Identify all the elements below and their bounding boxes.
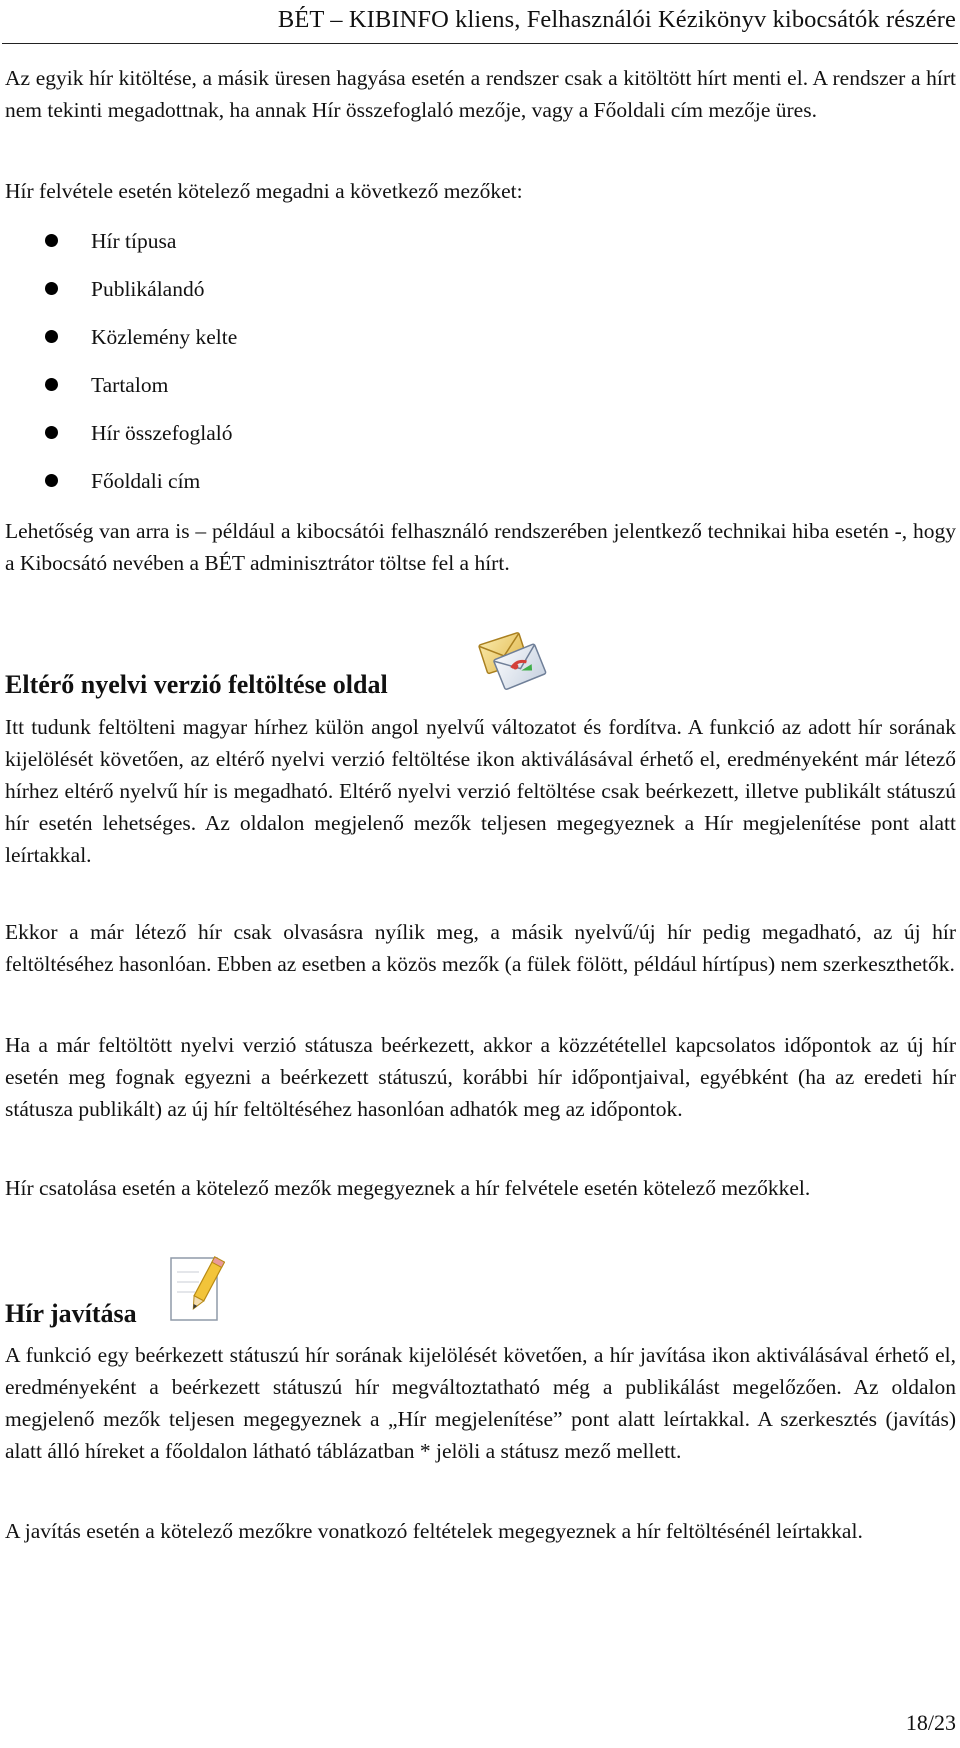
paragraph-attach-required: Hír csatolása esetén a kötelező mezők megegyeznek a hír felvétele esetén kötelező mezőkkel. bbox=[5, 1176, 811, 1200]
paragraph-readonly-note: Ekkor a már létező hír csak olvasásra nyílik meg, a másik nyelvű/új hír pedig megadható, az új hír feltöltéséhez hasonlóan. Ebben az esetben a közös mezők (a fülek fölött, például hírtípus) nem szerkeszthetők. bbox=[5, 920, 956, 976]
list-item-text: Hír típusa bbox=[91, 229, 177, 253]
paragraph-language-version-desc: Itt tudunk feltölteni magyar hírhez külön angol nyelvű változatot és fordítva. A funkció az adott hír sorának kijelölését követően, az eltérő nyelvi verzió feltöltése ikon aktiválásával érhető el, eredményeként már létező hírhez eltérő nyelvű hír is megadható. Eltérő nyelvi verzió feltöltése csak beérkezett, illetve publikált státuszú hír esetén lehetséges. Az oldalon megjelenő mezők teljesen megegyeznek a Hír megjelenítése pont alatt leírtakkal. bbox=[5, 715, 956, 867]
list-item-text: Tartalom bbox=[91, 373, 169, 397]
page-header bbox=[0, 0, 960, 48]
bullet-icon bbox=[45, 282, 58, 295]
paragraph-required-intro: Hír felvétele esetén kötelező megadni a következő mezőket: bbox=[5, 179, 523, 203]
bullet-icon bbox=[45, 426, 58, 439]
list-item-text: Főoldali cím bbox=[91, 469, 201, 493]
paragraph-status-dates: Ha a már feltöltött nyelvi verzió státusza beérkezett, akkor a közzététellel kapcsolatos időpontok az új hír esetén meg fognak egyezni a beérkezett státuszú, korábbi hír időpontjaival, egyébként (ha az eredeti hír státusza publikált) az új hír feltöltéséhez hasonlóan adhatók meg az időpontok. bbox=[5, 1033, 956, 1121]
list-item-text: Hír összefoglaló bbox=[91, 421, 233, 445]
paragraph-edit-desc: A funkció egy beérkezett státuszú hír sorának kijelölését követően, a hír javítása ikon aktiválásával érhető el, eredményeként a beérkezett státuszú hír megváltoztatható még a publikálást megelőzően. Az oldalon megjelenő mezők teljesen megegyeznek a „Hír megjelenítése” pont alatt leírtakkal. A szerkesztés (javítás) alatt álló híreket a főoldalon látható táblázatban * jelöli a státusz mező mellett. bbox=[5, 1343, 956, 1463]
paragraph-admin-note: Lehetőség van arra is – például a kibocsátói felhasználó rendszerében jelentkező technikai hiba esetén -, hogy a Kibocsátó nevében a BÉT adminisztrátor töltse fel a hírt. bbox=[5, 519, 956, 575]
bullet-icon bbox=[45, 474, 58, 487]
list-item-text: Közlemény kelte bbox=[91, 325, 238, 349]
bullet-icon bbox=[45, 378, 58, 391]
language-version-upload-icon bbox=[477, 625, 553, 697]
header-title: BÉT – KIBINFO kliens, Felhasználói Kézikönyv kibocsátók részére bbox=[277, 6, 956, 33]
bullet-icon bbox=[45, 330, 58, 343]
list-item-text: Publikálandó bbox=[91, 277, 205, 301]
header-divider bbox=[2, 43, 958, 44]
section-heading-news-edit: Hír javítása bbox=[5, 1299, 137, 1328]
edit-pencil-icon bbox=[169, 1254, 225, 1324]
section-heading-language-version: Eltérő nyelvi verzió feltöltése oldal bbox=[5, 670, 388, 699]
paragraph-intro: Az egyik hír kitöltése, a másik üresen hagyása esetén a rendszer csak a kitöltött hírt menti el. A rendszer a hírt nem tekinti megadottnak, ha annak Hír összefoglaló mezője, vagy a Főoldali cím mezője üres. bbox=[5, 66, 956, 122]
page-number: 18/23 bbox=[905, 1710, 956, 1735]
bullet-icon bbox=[45, 234, 58, 247]
paragraph-edit-required: A javítás esetén a kötelező mezőkre vonatkozó feltételek megegyeznek a hír feltöltésénél leírtakkal. bbox=[5, 1519, 863, 1543]
